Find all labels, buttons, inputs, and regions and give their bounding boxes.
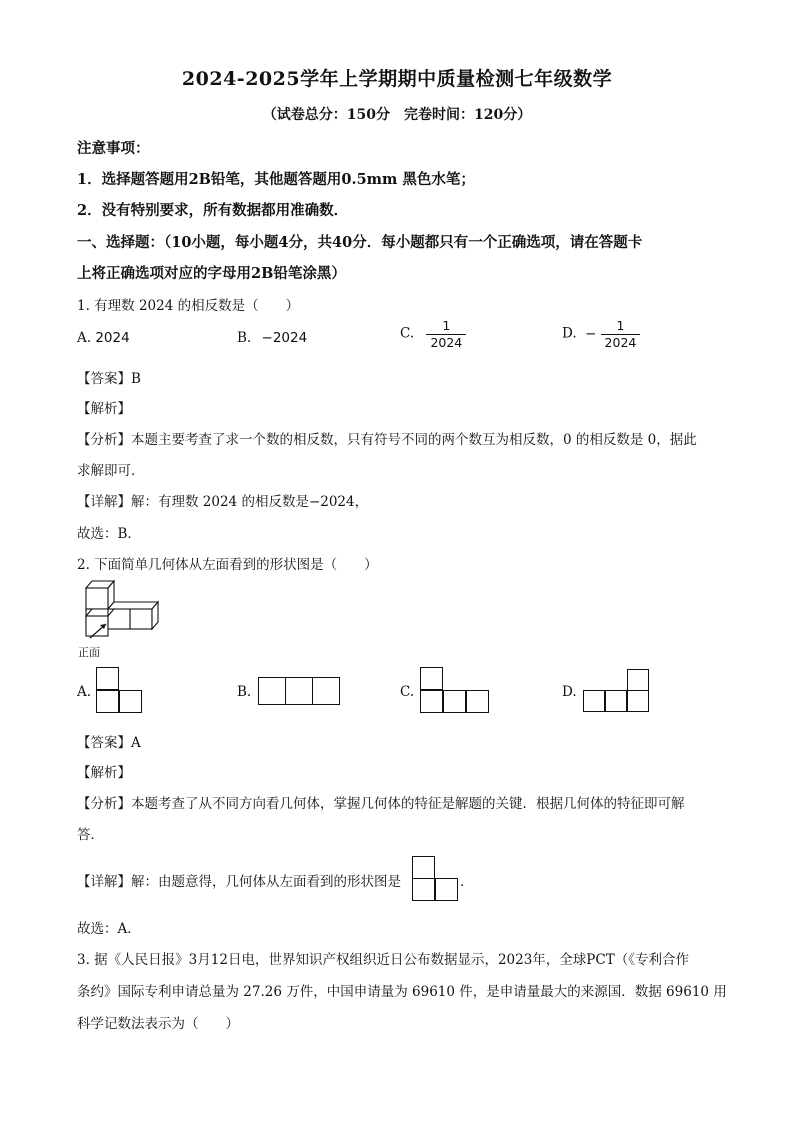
q1-choose: 故选：B． [77,526,141,542]
q1-option-d[interactable] [562,318,640,350]
square-cell [583,690,605,712]
square-cell [412,856,435,879]
square-cell [443,690,466,713]
q1-option-b[interactable] [237,330,307,346]
q1-option-c-label: C. [400,325,415,342]
q2-answer: 【答案】A [77,735,141,751]
section-heading-line-1: 一、选择题：（10小题，每小题4分，共40分．每小题都只有一个正确选项，请在答题卡 [77,234,643,251]
square-cell [96,690,119,713]
q1-option-d-numerator: 1 [616,318,625,333]
square-cell [312,677,340,705]
q1-analysis-line-2: 求解即可． [77,463,145,479]
q1-option-c-numerator: 1 [442,318,451,333]
q1-option-d-denominator: 2024 [601,334,641,351]
q1-option-b-label: B. [237,330,252,346]
q1-option-d-fraction [601,318,641,350]
square-cell [605,690,627,712]
section-heading-line-2: 上将正确选项对应的字母用2B铅笔涂黑） [77,265,346,282]
square-cell [119,690,142,713]
q1-analysis-tag: 【解析】 [77,401,131,417]
square-cell [96,667,119,690]
q1-answer: 【答案】B [77,371,141,387]
square-cell [412,878,435,901]
square-cell [258,677,286,705]
front-view-label: 正面 [78,646,100,659]
q2-analysis-line-1: 【分析】本题考查了从不同方向看几何体，掌握几何体的特征是解题的关键．根据几何体的特征即可解 [77,796,685,812]
notice-heading: 注意事项： [77,140,150,157]
page-title: 2024-2025学年上学期期中质量检测七年级数学 [181,68,613,90]
exam-info: （试卷总分：150分 完卷时间：120分） [262,107,532,123]
q2-option-b-label[interactable]: B. [237,684,252,700]
question-2-stem: 2. 下面简单几何体从左面看到的形状图是（ ） [77,557,378,573]
q2-option-a-label[interactable]: A. [77,684,92,700]
geometry-solid-figure [78,578,168,648]
square-cell [466,690,489,713]
question-3-line-3: 科学记数法表示为（ ） [77,1016,239,1032]
notice-item-1: 1．选择题答题用2B铅笔，其他题答题用0.5mm 黑色水笔； [77,171,475,188]
square-cell [420,690,443,713]
q1-option-a-label: A. [77,330,92,346]
square-cell [420,667,443,690]
square-cell [435,878,458,901]
q1-option-c-fraction [426,318,466,350]
square-cell [285,677,313,705]
q1-option-c-denominator: 2024 [426,334,466,351]
q1-option-b-value: −2024 [261,330,308,346]
notice-item-2: 2．没有特别要求，所有数据都用准确数． [77,202,349,219]
q1-option-d-label: D. [562,325,577,342]
q2-analysis-line-2: 答． [77,827,104,843]
q2-choose: 故选：A． [77,921,141,937]
q2-detail: 【详解】解：由题意得，几何体从左面看到的形状图是 [77,874,401,890]
square-cell [627,690,649,712]
question-3-line-1: 3. 据《人民日报》3月12日电，世界知识产权组织近日公布数据显示，2023年，全球PCT（《专利合作 [77,952,689,968]
q1-detail: 【详解】解：有理数 2024 的相反数是−2024， [77,494,369,510]
q2-analysis-tag: 【解析】 [77,765,131,781]
q1-option-d-sign: − [584,325,597,342]
square-cell [627,669,649,691]
q1-analysis-line-1: 【分析】本题主要考查了求一个数的相反数，只有符号不同的两个数互为相反数，0 的相反数是 0，据此 [77,432,697,448]
q1-option-c[interactable] [400,318,466,350]
q2-option-c-label[interactable]: C. [400,684,415,700]
q1-option-a[interactable] [77,330,130,346]
question-1-stem: 1. 有理数 2024 的相反数是（ ） [77,298,300,314]
q2-option-d-label[interactable]: D. [562,684,577,700]
q1-option-a-value: 2024 [95,330,130,346]
q2-detail-end: ． [460,874,474,890]
question-3-line-2: 条约》国际专利申请总量为 27.26 万件，中国申请量为 69610 件，是申请量最大的来源国．数据 69610 用 [77,984,727,1000]
